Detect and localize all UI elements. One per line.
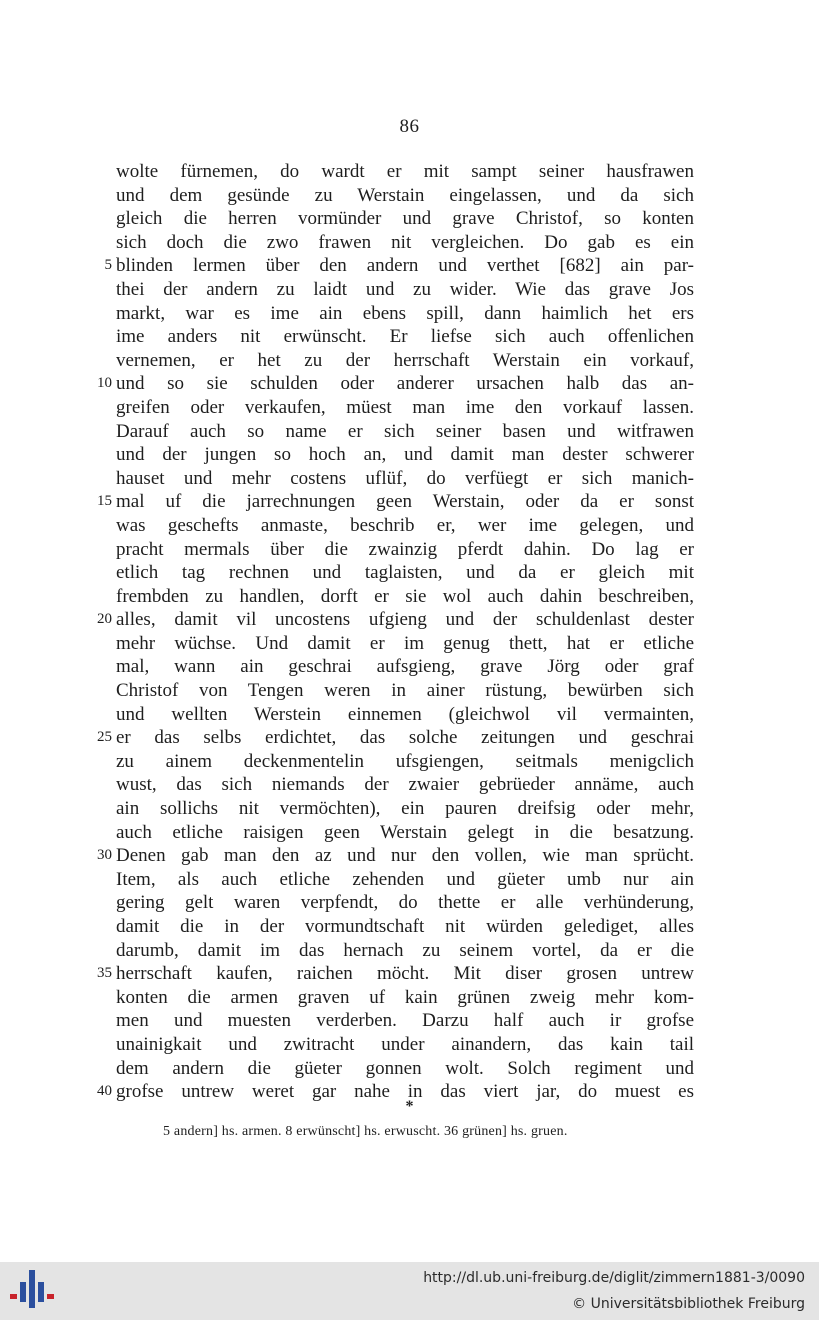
text-line	[116, 420, 694, 444]
line-number: 5	[104, 257, 112, 274]
line-text: mal, wann ain geschrai aufsgieng, grave Jörg oder graf	[116, 656, 694, 678]
line-text: herrschaft kaufen, raichen möcht. Mit diser grosen untrew	[116, 963, 694, 985]
line-text: Christof von Tengen weren in ainer rüstung, bewürben sich	[116, 680, 694, 702]
line-text: wust, das sich niemands der zwaier gebrüeder annäme, auch	[116, 774, 694, 796]
text-line	[116, 703, 694, 727]
permalink-url[interactable]: http://dl.ub.uni-freiburg.de/diglit/zimmern1881-3/0090	[423, 1270, 805, 1286]
line-number: 30	[97, 847, 112, 864]
line-text: konten die armen graven uf kain grünen zweig mehr kom-	[116, 986, 694, 1008]
line-text: er das selbs erdichtet, das solche zeitungen und geschrai	[116, 727, 694, 749]
line-text: men und muesten verderben. Darzu half auch ir grofse	[116, 1010, 694, 1032]
text-line	[116, 655, 694, 679]
text-line	[116, 467, 694, 491]
line-text: unainigkait und zwitracht under ainandern, das kain tail	[116, 1033, 694, 1055]
text-line	[116, 632, 694, 656]
line-text: Darauf auch so name er sich seiner basen und witfrawen	[116, 420, 694, 442]
line-text: und der jungen so hoch an, und damit man dester schwerer	[116, 444, 694, 466]
text-line	[116, 396, 694, 420]
line-number: 20	[97, 611, 112, 628]
line-text: greifen oder verkaufen, müest man ime den vorkauf lassen.	[116, 396, 694, 418]
text-line	[116, 325, 694, 349]
text-line	[116, 1033, 694, 1057]
line-text: damit die in der vormundtschaft nit würden gelediget, alles	[116, 916, 694, 937]
text-line	[116, 231, 694, 255]
section-separator: *	[405, 1098, 414, 1115]
line-text: alles, damit vil uncostens ufgieng und der schuldenlast dester	[116, 609, 694, 631]
line-text: grofse untrew weret gar nahe in das viert jar, do muest es	[116, 1081, 694, 1103]
line-text: mal uf die jarrechnungen geen Werstain, oder da er sonst	[116, 491, 694, 513]
text-line	[97, 726, 694, 750]
line-text: thei der andern zu laidt und zu wider. Wie das grave Jos	[116, 278, 694, 300]
text-line	[116, 797, 694, 821]
line-text: sich doch die zwo frawen nit vergleichen. Do gab es ein	[116, 231, 694, 253]
line-text: ime anders nit erwünscht. Er liefse sich auch offenlichen	[116, 326, 694, 348]
text-line	[116, 1057, 694, 1081]
line-number: 35	[97, 965, 112, 982]
line-text: frembden zu handlen, dorft er sie wol auch dahin beschreiben,	[116, 585, 694, 607]
text-line	[116, 207, 694, 231]
text-line	[116, 821, 694, 845]
line-text: Denen gab man den az und nur den vollen, wie man sprücht.	[116, 845, 694, 867]
text-line	[97, 962, 694, 986]
text-line	[116, 302, 694, 326]
text-line	[116, 939, 694, 963]
line-text: pracht mermals über die zwainzig pferdt dahin. Do lag er	[116, 538, 694, 560]
line-text: und so sie schulden oder anderer ursachen halb das an-	[116, 373, 694, 395]
body-text	[97, 160, 694, 1104]
text-line	[97, 490, 694, 514]
page-number: 86	[399, 116, 420, 137]
line-text: ain sollichs nit vermöchten), ein pauren dreifsig oder mehr,	[116, 798, 694, 820]
line-text: was geschefts anmaste, beschrib er, wer ime gelegen, und	[116, 514, 694, 536]
text-line	[104, 254, 694, 278]
text-line	[116, 160, 694, 184]
text-line	[116, 891, 694, 915]
text-line	[116, 443, 694, 467]
line-text: markt, war es ime ain ebens spill, dann haimlich het ers	[116, 302, 694, 324]
text-line	[116, 773, 694, 797]
copyright-notice: © Universitätsbibliothek Freiburg	[572, 1296, 805, 1312]
line-text: mehr wüchse. Und damit er im genug thett, hat er etliche	[116, 632, 694, 654]
line-text: darumb, damit im das hernach zu seinem vortel, da er die	[116, 939, 694, 961]
text-line	[116, 1009, 694, 1033]
text-line	[116, 679, 694, 703]
line-text: wolte fürnemen, do wardt er mit sampt seiner hausfrawen	[116, 161, 694, 182]
line-text: auch etliche raisigen geen Werstain gelegt in die besatzung.	[116, 821, 694, 843]
ub-freiburg-logo-icon	[10, 1270, 54, 1312]
line-text: vernemen, er het zu der herrschaft Werstain ein vorkauf,	[116, 349, 694, 371]
line-text: Item, als auch etliche zehenden und güeter umb nur ain	[116, 868, 694, 890]
text-line	[116, 585, 694, 609]
line-text: und wellten Werstein einnemen (gleichwol vil vermainten,	[116, 703, 694, 725]
text-line	[116, 868, 694, 892]
text-line	[97, 608, 694, 632]
text-line	[116, 750, 694, 774]
line-text: etlich tag rechnen und taglaisten, und da er gleich mit	[116, 562, 694, 584]
line-number: 10	[97, 375, 112, 392]
text-line	[116, 278, 694, 302]
line-text: dem andern die güeter gonnen wolt. Solch regiment und	[116, 1057, 694, 1079]
text-line	[116, 561, 694, 585]
line-text: gering gelt waren verpfendt, do thette er alle verhünderung,	[116, 892, 694, 914]
text-line	[116, 538, 694, 562]
line-text: und dem gesünde zu Werstain eingelassen, und da sich	[116, 184, 694, 206]
text-line	[116, 184, 694, 208]
line-number: 40	[97, 1083, 112, 1100]
text-line	[116, 349, 694, 373]
text-line	[97, 372, 694, 396]
line-text: gleich die herren vormünder und grave Christof, so konten	[116, 208, 694, 230]
line-number: 25	[97, 729, 112, 746]
text-line	[97, 844, 694, 868]
line-text: hauset und mehr costens uflüf, do verfüegt er sich manich-	[116, 467, 694, 489]
text-line	[116, 986, 694, 1010]
footnote: 5 andern] hs. armen. 8 erwünscht] hs. erwuscht. 36 grünen] hs. gruen.	[163, 1124, 568, 1139]
line-number: 15	[97, 493, 112, 510]
library-footer-bar	[0, 1262, 819, 1320]
text-line	[116, 514, 694, 538]
line-text: zu ainem deckenmentelin ufsgiengen, seitmals menigclich	[116, 750, 694, 772]
line-text: blinden lermen über den andern und verthet [682] ain par-	[116, 255, 694, 277]
text-line	[116, 915, 694, 939]
